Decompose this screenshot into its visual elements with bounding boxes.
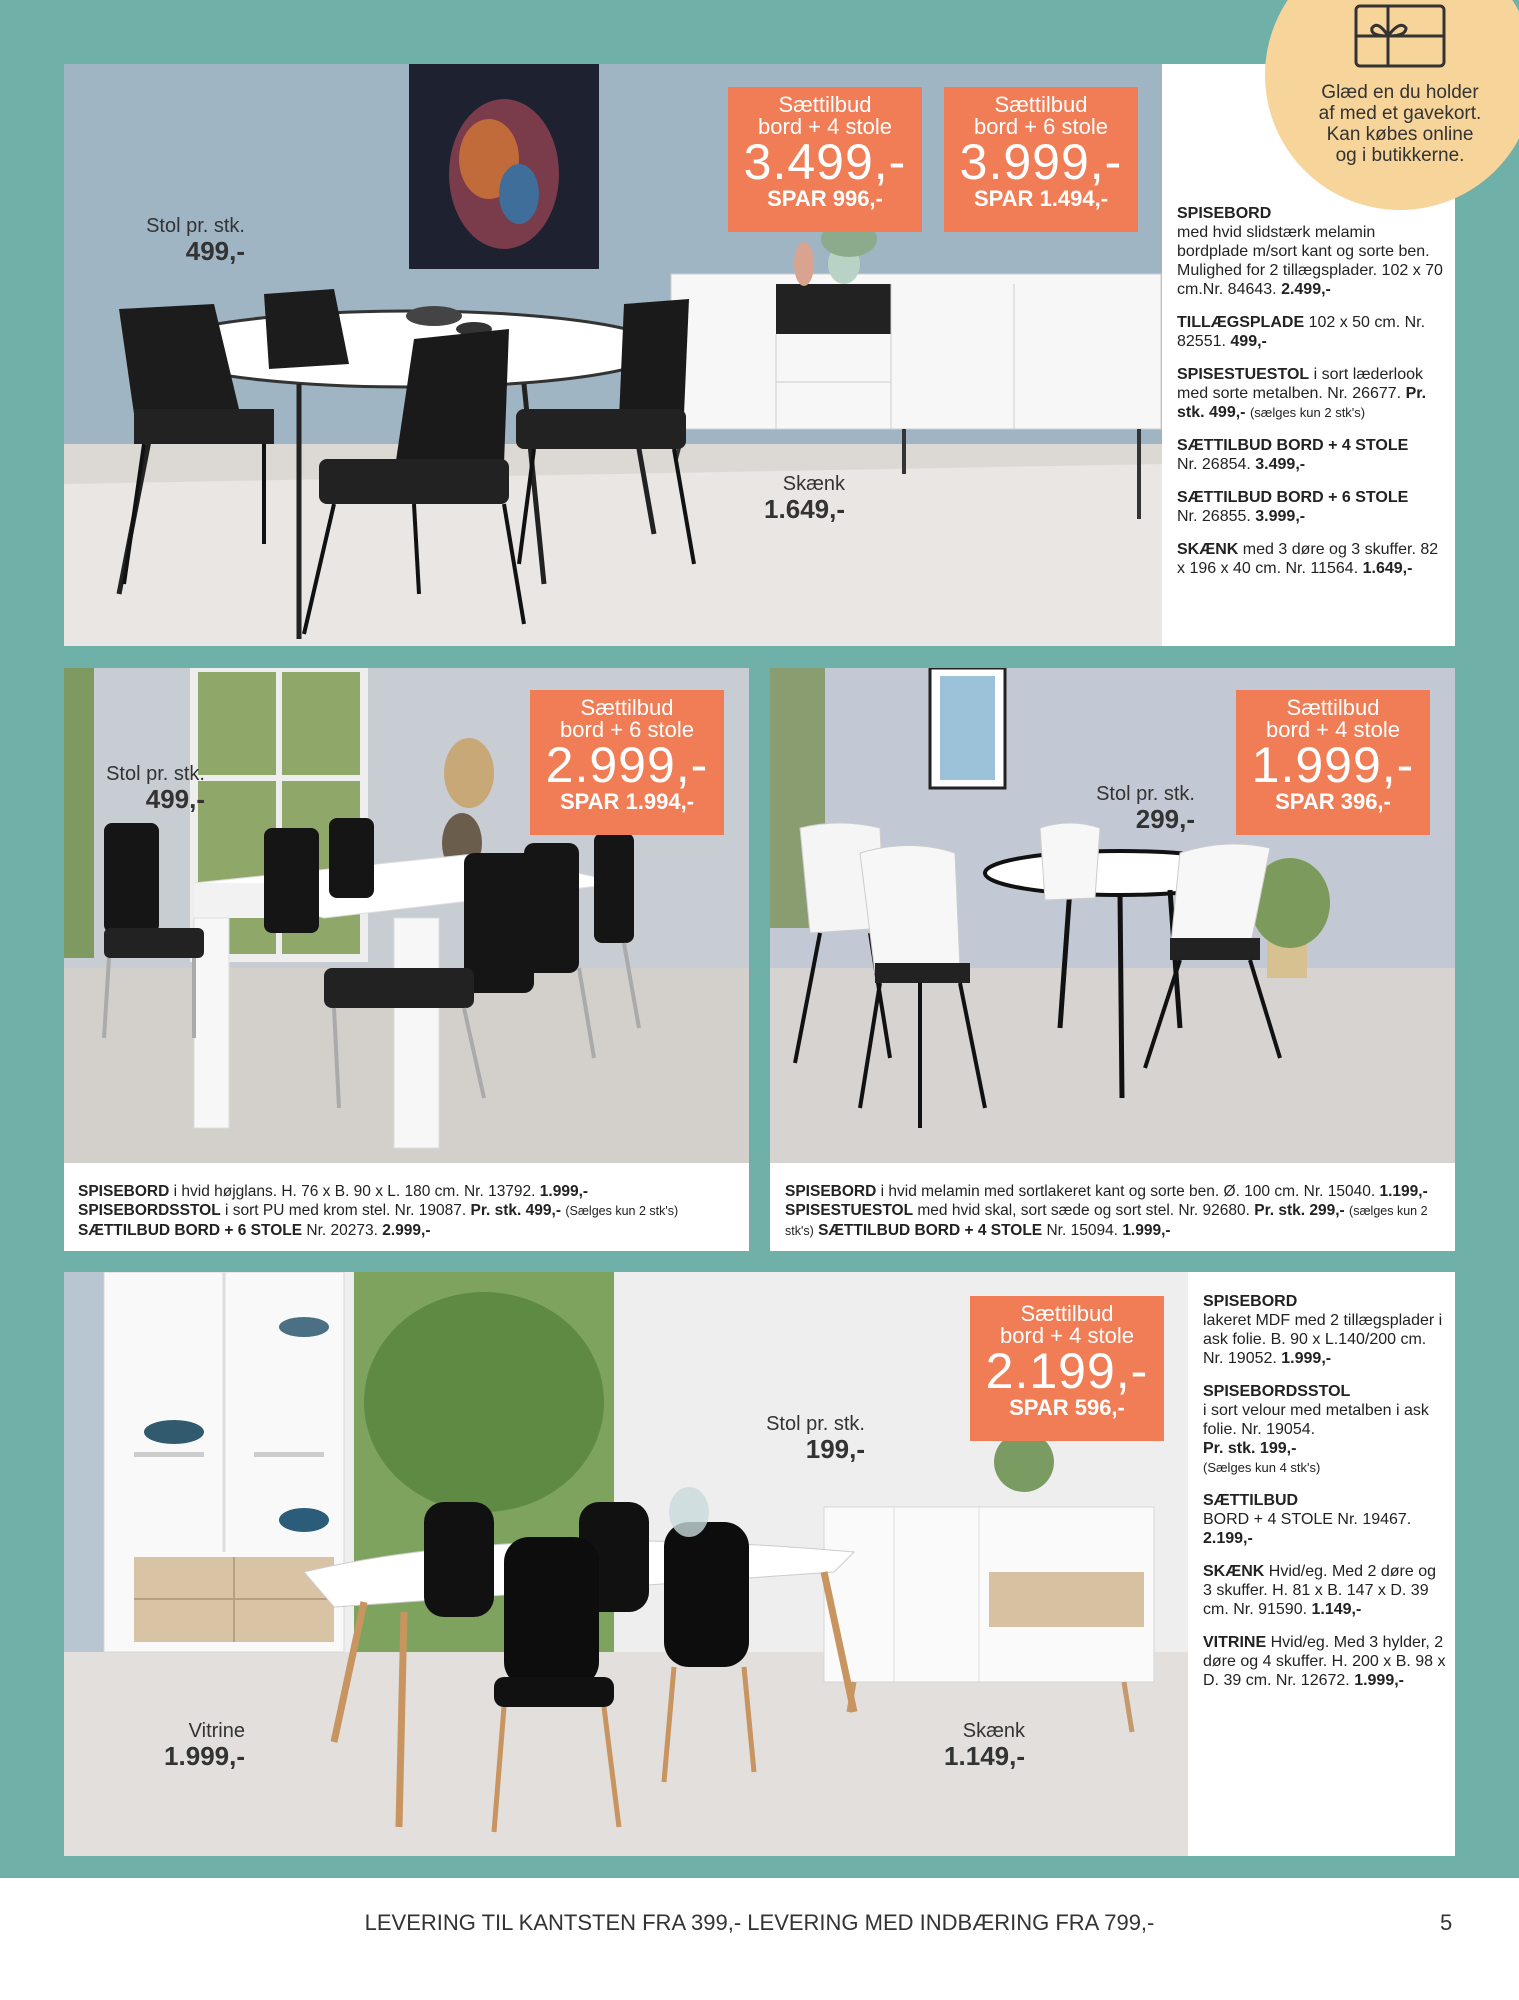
delivery-info: LEVERING TIL KANTSTEN FRA 399,- LEVERING MED INDBÆRING FRA 799,-: [364, 1910, 1155, 1935]
badge-subtitle: bord + 6 stole: [974, 114, 1108, 139]
gift-line: af med et gavekort.: [1318, 103, 1482, 124]
detail-note: (sælges kun 2 stk's): [1249, 405, 1366, 420]
detail-price: 1.999,-: [1354, 1672, 1404, 1689]
detail-text: med 3 døre og 3 skuffer. 82 x 196 x 40 cm. Nr. 11564.: [1177, 541, 1439, 577]
detail-price: 1.649,-: [1362, 560, 1413, 577]
offer-badge-table-4-chairs: [728, 87, 922, 232]
detail-price: 1.999,-: [1281, 1350, 1332, 1367]
detail-title: SKÆNK: [1203, 1563, 1265, 1580]
caption-price: Pr. stk. 499,-: [470, 1202, 561, 1219]
caption-text: i hvid højglans. H. 76 x B. 90 x L. 180 cm. Nr. 13792.: [173, 1183, 536, 1200]
detail-text: Hvid/eg. Med 2 døre og 3 skuffer. H. 81 x B. 147 x D. 39 cm. Nr. 91590.: [1203, 1563, 1436, 1618]
badge-price: 2.199,-: [985, 1343, 1149, 1399]
caption-text: med hvid skal, sort sæde og sort stel. Nr. 92680.: [917, 1202, 1250, 1219]
detail-dining-table: [1203, 1292, 1448, 1368]
detail-title: SKÆNK: [1177, 541, 1239, 558]
detail-note: (Sælges kun 4 stk's): [1203, 1460, 1321, 1475]
gift-line: Glæd en du holder: [1321, 82, 1479, 103]
tag-label: Skænk: [962, 1720, 1025, 1742]
detail-price: 2.199,-: [1203, 1530, 1253, 1547]
badge-savings: SPAR 596,-: [1009, 1395, 1125, 1420]
detail-price: 3.499,-: [1255, 456, 1306, 473]
gift-line: og i butikkerne.: [1335, 145, 1465, 166]
mid-right-caption: [785, 1182, 1445, 1241]
tag-label: Stol pr. stk.: [1096, 783, 1195, 805]
badge-price: 2.999,-: [545, 737, 709, 793]
detail-price: Pr. stk. 199,-: [1203, 1440, 1297, 1457]
detail-extension-leaf: [1177, 313, 1447, 351]
offer-badge-table-4-chairs-mid: [1236, 690, 1430, 835]
caption-price: 1.999,-: [539, 1183, 589, 1200]
detail-title: VITRINE: [1203, 1634, 1267, 1651]
detail-price: 1.149,-: [1311, 1601, 1362, 1618]
badge-title: Sættilbud: [778, 92, 872, 117]
detail-text: i sort læderlook med sorte metalben. Nr. 26677.: [1177, 366, 1424, 402]
badge-savings: SPAR 1.494,-: [973, 186, 1109, 211]
offer-badge-table-6-chairs-mid: [530, 690, 724, 835]
badge-title: Sættilbud: [1020, 1301, 1114, 1326]
detail-sideboard: [1177, 540, 1447, 578]
caption-note: (Sælges kun 2 stk's): [565, 1204, 679, 1218]
detail-dining-table: [1177, 204, 1447, 299]
tag-price: 1.149,-: [944, 1741, 1025, 1771]
top-product-details: [1177, 204, 1447, 592]
detail-price: Pr. stk. 499,-: [1177, 385, 1427, 421]
tag-price: 1.649,-: [764, 494, 845, 524]
badge-price: 3.999,-: [959, 134, 1123, 190]
badge-title: Sættilbud: [994, 92, 1088, 117]
tag-label: Skænk: [782, 473, 845, 495]
caption-title: SPISESTUESTOL: [785, 1202, 914, 1219]
caption-title: SPISEBORD: [78, 1183, 170, 1200]
detail-text: lakeret MDF med 2 tillægsplader i ask folie. B. 90 x L.140/200 cm. Nr. 19052.: [1203, 1312, 1443, 1367]
sideboard-price-tag: [740, 473, 845, 523]
detail-text: 102 x 50 cm. Nr. 82551.: [1177, 314, 1426, 350]
detail-title: SPISESTUESTOL: [1177, 366, 1310, 383]
badge-title: Sættilbud: [580, 695, 674, 720]
badge-savings: SPAR 396,-: [1275, 789, 1391, 814]
gift-line: Kan købes online: [1326, 124, 1474, 145]
detail-price: 2.499,-: [1281, 281, 1331, 298]
chair-price-tag: [1060, 783, 1195, 833]
detail-title: SPISEBORDSSTOL: [1203, 1383, 1351, 1400]
gift-card-icon: [1350, 0, 1450, 72]
caption-text: i hvid melamin med sortlakeret kant og sorte ben. Ø. 100 cm. Nr. 15040.: [880, 1183, 1376, 1200]
detail-dining-chair: [1203, 1382, 1448, 1477]
chair-price-tag: [730, 1413, 865, 1463]
caption-note: (sælges kun 2 stk's): [785, 1204, 1428, 1238]
detail-price: 3.999,-: [1255, 508, 1306, 525]
caption-title: SÆTTILBUD BORD + 6 STOLE: [78, 1222, 303, 1239]
gift-card-text: [1300, 82, 1500, 166]
tag-label: Stol pr. stk.: [766, 1413, 865, 1435]
caption-title: SÆTTILBUD BORD + 4 STOLE: [818, 1222, 1043, 1239]
detail-text: Nr. 26854.: [1177, 456, 1251, 473]
caption-title: SPISEBORDSSTOL: [78, 1202, 221, 1219]
detail-text: med hvid slidstærk melamin bordplade m/sort kant og sorte ben. Mulighed for 2 tillægsplader. 102 x 70 cm.Nr. 84643.: [1177, 224, 1443, 298]
detail-dining-chair: [1177, 365, 1447, 422]
offer-badge-table-4-chairs-bottom: [970, 1296, 1164, 1441]
detail-text: Nr. 26855.: [1177, 508, 1251, 525]
tag-price: 1.999,-: [164, 1741, 245, 1771]
detail-price: 499,-: [1230, 333, 1267, 350]
vitrine-price-tag: [140, 1720, 245, 1770]
detail-title: SPISEBORD: [1177, 205, 1272, 222]
page-number: 5: [1440, 1910, 1453, 1935]
badge-savings: SPAR 1.994,-: [559, 789, 695, 814]
tag-price: 499,-: [145, 784, 205, 814]
badge-subtitle: bord + 4 stole: [758, 114, 892, 139]
caption-price: 1.199,-: [1379, 1183, 1428, 1200]
caption-text: i sort PU med krom stel. Nr. 19087.: [225, 1202, 467, 1219]
chair-price-tag: [70, 763, 205, 813]
caption-price: Pr. stk. 299,-: [1254, 1202, 1345, 1219]
tag-label: Stol pr. stk.: [106, 763, 205, 785]
caption-price: 1.999,-: [1122, 1222, 1171, 1239]
detail-set-4-chairs: [1203, 1491, 1448, 1548]
detail-set-4-chairs: [1177, 436, 1447, 474]
detail-title: SPISEBORD: [1203, 1293, 1298, 1310]
mid-left-caption: [78, 1182, 738, 1240]
detail-title: TILLÆGSPLADE: [1177, 314, 1305, 331]
caption-price: 2.999,-: [382, 1222, 431, 1239]
badge-subtitle: bord + 4 stole: [1266, 717, 1400, 742]
tag-label: Stol pr. stk.: [146, 215, 245, 237]
chair-price-tag: [110, 215, 245, 265]
bottom-product-details: [1203, 1292, 1448, 1704]
caption-text: Nr. 15094.: [1046, 1222, 1118, 1239]
detail-title: SÆTTILBUD: [1203, 1492, 1299, 1509]
detail-set-6-chairs: [1177, 488, 1447, 526]
sideboard-price-tag: [920, 1720, 1025, 1770]
badge-price: 3.499,-: [743, 134, 907, 190]
badge-subtitle: bord + 4 stole: [1000, 1323, 1134, 1348]
badge-title: Sættilbud: [1286, 695, 1380, 720]
detail-title: SÆTTILBUD BORD + 6 STOLE: [1177, 489, 1409, 506]
detail-title: SÆTTILBUD BORD + 4 STOLE: [1177, 437, 1409, 454]
tag-price: 499,-: [185, 236, 245, 266]
detail-text: Hvid/eg. Med 3 hylder, 2 døre og 4 skuffer. H. 200 x B. 98 x D. 39 cm. Nr. 12672.: [1203, 1634, 1446, 1689]
offer-badge-table-6-chairs: [944, 87, 1138, 232]
detail-sideboard: [1203, 1562, 1448, 1619]
tag-label: Vitrine: [188, 1720, 245, 1742]
badge-price: 1.999,-: [1251, 737, 1415, 793]
tag-price: 199,-: [805, 1434, 865, 1464]
caption-title: SPISEBORD: [785, 1183, 877, 1200]
badge-savings: SPAR 996,-: [767, 186, 883, 211]
detail-text: BORD + 4 STOLE Nr. 19467.: [1203, 1511, 1412, 1528]
tag-price: 299,-: [1135, 804, 1195, 834]
detail-text: i sort velour med metalben i ask folie. Nr. 19054.: [1203, 1402, 1429, 1438]
caption-text: Nr. 20273.: [306, 1222, 378, 1239]
detail-vitrine: [1203, 1633, 1448, 1690]
badge-subtitle: bord + 6 stole: [560, 717, 694, 742]
